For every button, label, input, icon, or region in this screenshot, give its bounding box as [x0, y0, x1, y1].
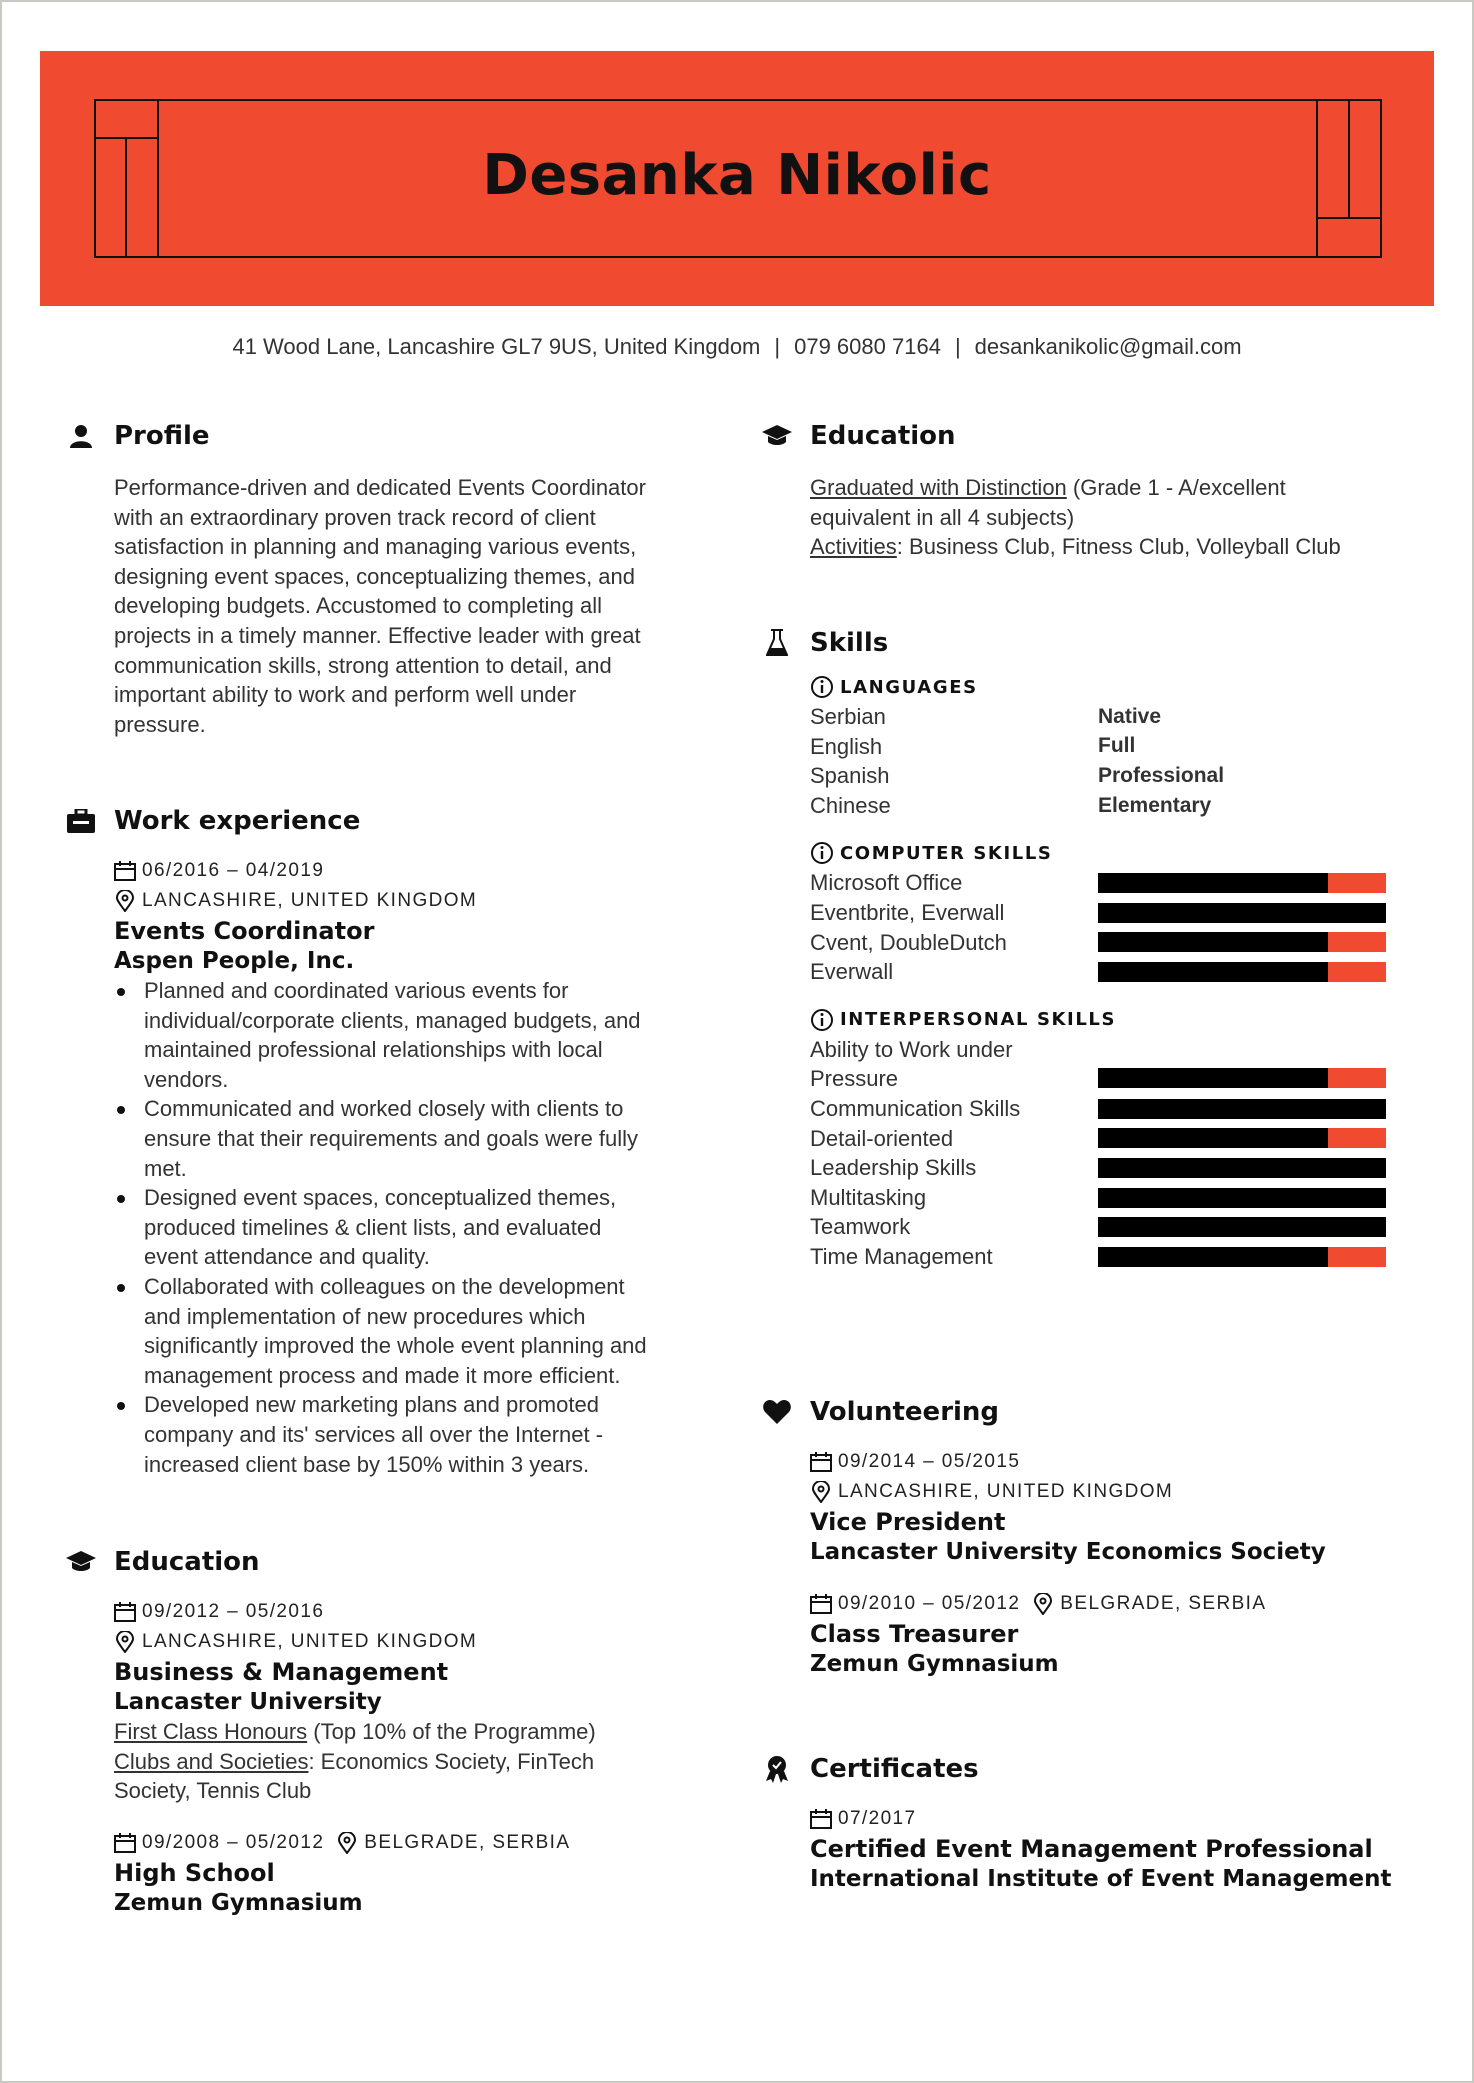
skill-bar [1098, 962, 1386, 982]
work-section [66, 806, 706, 1479]
separator: | [954, 334, 961, 359]
calendar-icon [114, 861, 136, 881]
profile-line: satisfaction in planning and managing various events, [114, 534, 637, 560]
volunteer-role: Class Treasurer [810, 1620, 1019, 1648]
bullet-item: Collaborated with colleagues on the development and implementation of new procedures which significantly improved the whole event planning and management process and made it more efficient. [144, 1272, 706, 1390]
clubs-link[interactable]: Clubs and Societies [114, 1748, 309, 1774]
location-pin-icon [336, 1832, 358, 1854]
education-section-right [762, 421, 1442, 562]
vol-location [810, 1477, 1442, 1507]
calendar-icon [810, 1809, 832, 1829]
languages-group [810, 672, 1442, 820]
language-row: Chinese Elementary [810, 792, 1212, 818]
skill-bar [1098, 1158, 1386, 1178]
subheading: LANGUAGES [810, 672, 1442, 702]
location-pin-icon [114, 890, 136, 912]
location-pin-icon [810, 1481, 832, 1503]
skill-row: Teamwork [810, 1212, 1442, 1242]
activities-link[interactable]: Activities [810, 534, 897, 560]
volunteer-org: Lancaster University Economics Society [810, 1539, 1326, 1565]
profile-text [114, 473, 706, 739]
briefcase-icon [66, 806, 96, 836]
section-title: Certificates [810, 1754, 979, 1784]
education-summary: Graduated with Distinction (Grade 1 - A/excellent equivalent in all 4 subjects) Activities: Business Club, Fitness Club, Volleyball Club [810, 475, 1341, 560]
skill-row: Eventbrite, Everwall [810, 898, 1442, 928]
skill-bar [1098, 1128, 1386, 1148]
date-range: 09/2012 – 05/2016 [142, 1601, 325, 1622]
skill-bar [1098, 873, 1386, 893]
location: BELGRADE, SERBIA [1060, 1593, 1267, 1614]
certificate-issuer: International Institute of Event Management [810, 1866, 1392, 1892]
date-range: 06/2016 – 04/2019 [142, 860, 325, 881]
section-title: Skills [810, 628, 889, 658]
job-location [114, 886, 706, 916]
computer-skills-group [810, 838, 1442, 986]
section-title: Volunteering [810, 1397, 1000, 1427]
language-row: English Full [810, 733, 1136, 759]
candidate-name: Desanka Nikolic [482, 143, 992, 208]
skill-bar [1098, 1247, 1386, 1267]
education-entry [114, 1828, 706, 1918]
skill-bar [1098, 932, 1386, 952]
volunteer-entry [810, 1447, 1442, 1567]
skill-row: Time Management [810, 1242, 1442, 1272]
profile-section [66, 421, 706, 739]
info-icon [810, 841, 834, 865]
award-icon [762, 1754, 792, 1784]
contact-line [0, 334, 1474, 360]
profile-line: with an extraordinary proven track record of client [114, 504, 596, 530]
section-title: Work experience [114, 806, 361, 836]
volunteer-org: Zemun Gymnasium [810, 1651, 1059, 1677]
vol-dates-location [810, 1589, 1442, 1619]
vol-dates [810, 1447, 1442, 1477]
location: LANCASHIRE, UNITED KINGDOM [838, 1481, 1174, 1502]
language-row: Serbian Native [810, 704, 1162, 729]
skill-bar [1098, 1068, 1386, 1088]
location: LANCASHIRE, UNITED KINGDOM [142, 1631, 478, 1652]
volunteer-entry [810, 1589, 1442, 1679]
profile-line: projects in a timely manner. Effective leader with great [114, 622, 641, 648]
profile-line: developing budgets. Accustomed to completing all [114, 593, 602, 619]
profile-line: communication skills, strong attention to detail, and [114, 652, 612, 678]
location: LANCASHIRE, UNITED KINGDOM [142, 890, 478, 911]
skills-section [762, 628, 1442, 1272]
section-title: Education [114, 1547, 260, 1577]
bullet-item: Communicated and worked closely with clients to ensure that their requirements and goals were fully met. [144, 1094, 706, 1183]
job-entry [114, 856, 706, 1479]
calendar-icon [810, 1594, 832, 1614]
skill-bar [1098, 1188, 1386, 1208]
date-range: 09/2010 – 05/2012 [838, 1593, 1021, 1614]
bullet-item: Planned and coordinated various events for individual/corporate clients, managed budgets, and maintained professional relationships with local vendors. [144, 976, 706, 1094]
degree: Business & Management [114, 1658, 449, 1686]
degree: High School [114, 1858, 275, 1887]
job-bullets [114, 976, 706, 1479]
edu-dates [114, 1597, 706, 1627]
email[interactable]: desankanikolic@gmail.com [974, 334, 1242, 359]
address: 41 Wood Lane, Lancashire GL7 9US, United Kingdom [232, 334, 761, 359]
graduation-cap-icon [762, 421, 792, 451]
location-pin-icon [1032, 1593, 1054, 1615]
school-name: Lancaster University [114, 1689, 382, 1715]
bullet-item: Designed event spaces, conceptualized themes, produced timelines & client lists, and evaluated event attendance and quality. [144, 1183, 706, 1272]
calendar-icon [114, 1602, 136, 1622]
date-range: 09/2014 – 05/2015 [838, 1451, 1021, 1472]
graduation-cap-icon [66, 1547, 96, 1577]
interpersonal-skills-group [810, 1005, 1442, 1272]
distinction-link[interactable]: Graduated with Distinction [810, 475, 1067, 500]
subheading: INTERPERSONAL SKILLS [810, 1005, 1442, 1035]
skill-row: Everwall [810, 957, 1442, 987]
skill-row: Detail-oriented [810, 1124, 1442, 1154]
job-dates [114, 856, 706, 886]
section-title: Education [810, 421, 956, 451]
edu-dates-location [114, 1828, 706, 1858]
skill-row: Leadership Skills [810, 1153, 1442, 1183]
volunteer-role: Vice President [810, 1508, 1006, 1536]
skill-bar [1098, 1099, 1386, 1119]
honours-link[interactable]: First Class Honours [114, 1719, 308, 1744]
flask-icon [762, 628, 792, 658]
education-section-left [66, 1547, 706, 1918]
language-row: Spanish Professional [810, 763, 1225, 789]
profile-line: Performance-driven and dedicated Events Coordinator [114, 475, 646, 500]
volunteering-section [762, 1397, 1442, 1679]
cert-date [810, 1804, 1442, 1834]
company-name: Aspen People, Inc. [114, 948, 355, 974]
profile-line: designing event spaces, conceptualizing themes, and [114, 563, 636, 589]
skill-row: Cvent, DoubleDutch [810, 928, 1442, 958]
separator: | [774, 334, 781, 359]
header-banner [40, 51, 1434, 306]
bullet-item: Developed new marketing plans and promoted company and its' services all over the Internet - increased client base by 150% within 3 years. [144, 1390, 706, 1479]
calendar-icon [114, 1833, 136, 1853]
subheading: COMPUTER SKILLS [810, 838, 1442, 868]
calendar-icon [810, 1452, 832, 1472]
person-icon [66, 421, 96, 451]
certificate-entry [810, 1804, 1442, 1894]
heart-icon [762, 1397, 792, 1427]
date-range: 09/2008 – 05/2012 [142, 1831, 325, 1853]
job-title: Events Coordinator [114, 917, 375, 945]
skill-bar [1098, 903, 1386, 923]
phone: 079 6080 7164 [794, 334, 941, 359]
info-icon [810, 1008, 834, 1032]
skill-bar [1098, 1217, 1386, 1237]
school-name: Zemun Gymnasium [114, 1889, 363, 1916]
skill-row: Microsoft Office [810, 868, 1442, 898]
location: BELGRADE, SERBIA [364, 1831, 571, 1853]
skill-row: Multitasking [810, 1183, 1442, 1213]
section-title: Profile [114, 421, 210, 451]
education-entry [114, 1597, 706, 1806]
date: 07/2017 [838, 1808, 917, 1829]
skill-row: Communication Skills [810, 1094, 1442, 1124]
location-pin-icon [114, 1631, 136, 1653]
profile-line: pressure. [114, 711, 206, 737]
skill-row: Ability to Work under Pressure [810, 1035, 1442, 1094]
edu-location [114, 1627, 706, 1657]
edu-details: First Class Honours (Top 10% of the Programme) Clubs and Societies: Economics Society, FinTech Society, Tennis Club [114, 1719, 596, 1804]
profile-line: important ability to work and perform well under [114, 682, 577, 708]
certificates-section [762, 1754, 1442, 1894]
certificate-name: Certified Event Management Professional [810, 1835, 1373, 1863]
info-icon [810, 675, 834, 699]
